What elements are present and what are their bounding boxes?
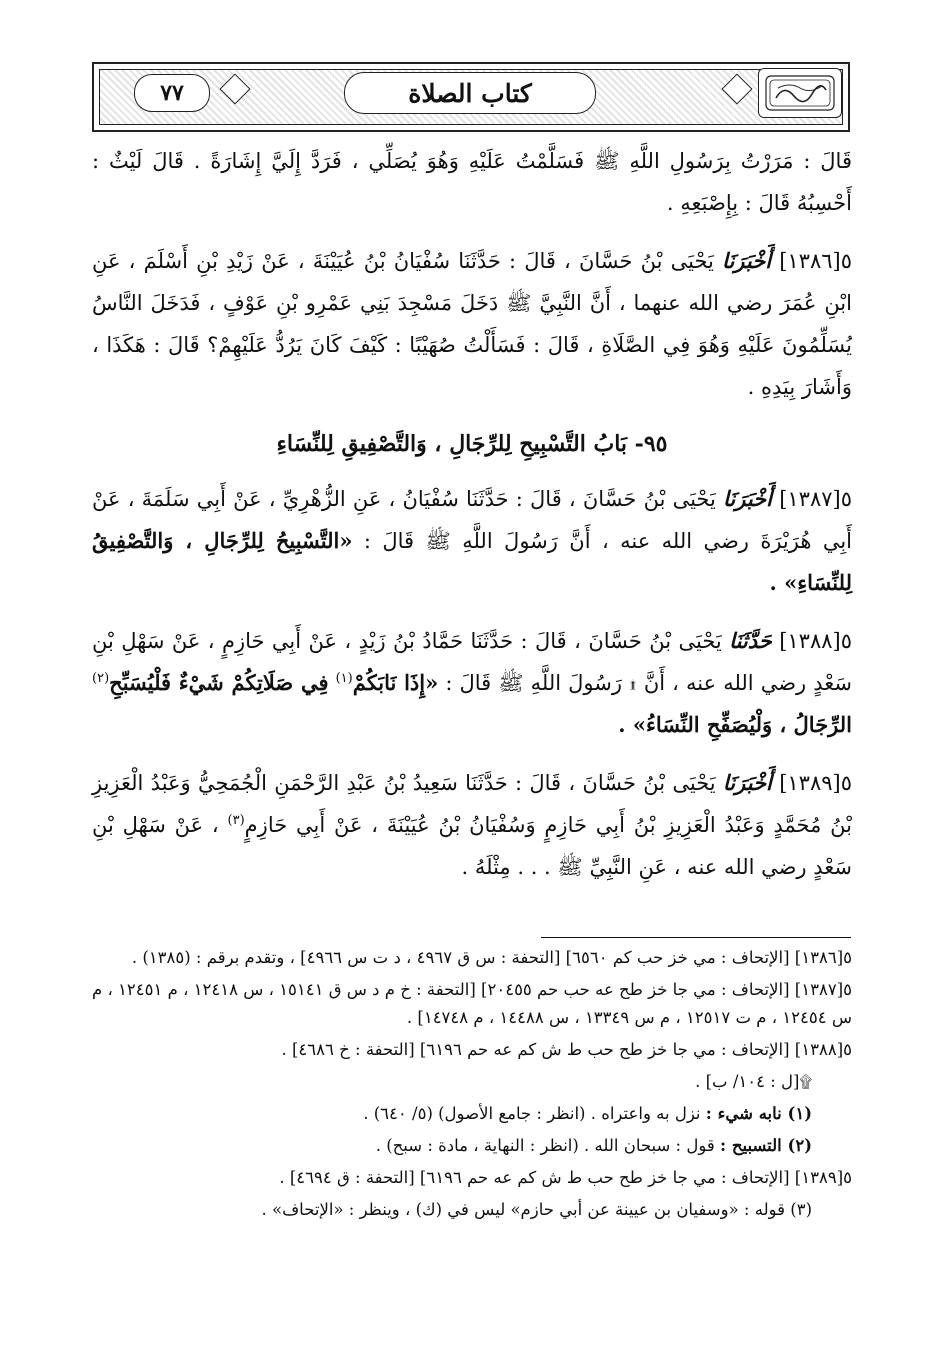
footnote-1389: ٥[١٣٨٩] [الإتحاف : مي جا خز طح حب ط ش كم عه حم ٦١٩٦] [التحفة : ق ٤٦٩٤] . xyxy=(279,1168,852,1187)
hadith-text: يَحْيَى بْنُ حَسَّانَ ، قَالَ : حَدَّثَنَا سُفْيَانُ ، عَنِ الزُّهْرِيِّ ، عَنْ أَبِي سَلَمَةَ ، عَنْ أَبِي هُرَيْرَةَ رضي الله عنه ، أَنَّ رَسُولَ اللَّهِ ﷺ قَالَ : xyxy=(92,487,853,553)
footnotes xyxy=(92,944,852,1228)
footnote-1387: ٥[١٣٨٧] [الإتحاف : مي جا خز طح عه حب حم ٢٠٤٥٥] [التحفة : خ م د س ق ١٥١٤١ ، س ١٢٤١٨ ، م ١٢٤٥١ ، م س ١٢٤٥٤ ، م ت ١٢٥١٧ ، م س ١٣٣٤٩ ، س ١٤٤٨٨ ، م ١٤٧٤٨] . xyxy=(92,980,853,1027)
footnote-ref-2[interactable]: (٢) xyxy=(92,671,110,686)
footnote-folio: ۩[ل : ١٠٤/ ب] . xyxy=(695,1072,812,1091)
hadith-quote: «إِذَا نَابَكُمْ xyxy=(352,670,439,695)
publisher-seal xyxy=(758,68,842,118)
hadith-1388 xyxy=(92,620,852,746)
footnote-1 xyxy=(92,1100,852,1128)
footnote-text: قول : سبحان الله . (انظر : النهاية ، مادة : سبح) . xyxy=(375,1136,715,1155)
hadith-lead: أَخْبَرَنَا xyxy=(722,770,772,795)
hadith-1386 xyxy=(92,240,852,408)
page-header xyxy=(92,62,850,132)
footnote-label: (١) نابه شيء : xyxy=(705,1104,812,1123)
footnote-divider xyxy=(541,937,851,938)
footnote-1388: ٥[١٣٨٨] [الإتحاف : مي جا خز طح حب ط ش كم عه حم ٦١٩٦] [التحفة : خ ٤٦٨٦] . xyxy=(281,1040,852,1059)
hadith-number: ٥[١٣٨٧] xyxy=(779,487,852,511)
page-title: كتاب الصلاة xyxy=(344,72,596,114)
hadith-lead: أَخْبَرَنَا xyxy=(722,248,772,273)
main-text xyxy=(92,140,852,904)
page-number: ٧٧ xyxy=(134,74,210,112)
hadith-text: ، عَنْ سَهْلِ بْنِ سَعْدٍ رضي الله عنه ، عَنِ النَّبِيِّ ﷺ . . . مِثْلَهُ . xyxy=(92,813,852,879)
footnote-2 xyxy=(92,1132,852,1160)
footnote-label: (٢) التسبيح : xyxy=(720,1136,812,1155)
chapter-heading: ٩٥- بَابُ التَّسْبِيحِ لِلرِّجَالِ ، وَالتَّصْفِيقِ لِلنِّسَاءِ xyxy=(276,431,668,457)
hadith-quote: «التَّسْبِيحُ لِلرِّجَالِ ، وَالتَّصْفِيقُ لِلنِّسَاءِ» . xyxy=(92,528,852,595)
hadith-quote: فِي صَلَاتِكُمْ شَيْءٌ فَلْيُسَبِّحِ xyxy=(109,670,329,695)
seal-logo-icon xyxy=(764,74,836,112)
hadith-number: ٥[١٣٨٦] xyxy=(779,249,852,273)
hadith-quote: الرِّجَالُ ، وَلْيُصَفِّحِ النِّسَاءُ» . xyxy=(618,712,852,737)
hadith-number: ٥[١٣٨٨] xyxy=(779,629,852,653)
footnote-ref-3[interactable]: (٣) xyxy=(227,813,245,828)
paragraph-continuation: قَالَ : مَرَرْتُ بِرَسُولِ اللَّهِ ﷺ فَسَلَّمْتُ عَلَيْهِ وَهُوَ يُصَلِّي ، فَرَدَّ إِلَيَّ إِشَارَةً . قَالَ لَيْثٌ : أَحْسِبُهُ قَالَ : بِإِصْبَعِهِ . xyxy=(92,149,852,215)
footnote-text: نزل به واعتراه . (انظر : جامع الأصول) (٥/ ٦٤٠) . xyxy=(363,1104,701,1123)
hadith-lead: حَدَّثَنَا xyxy=(729,628,772,653)
footnote-ref-1[interactable]: (١) xyxy=(335,671,353,686)
hadith-lead: أَخْبَرَنَا xyxy=(723,486,772,511)
footnote-3: (٣) قوله : «وسفيان بن عيينة عن أبي حازم» ليس في (ك) ، وينظر : «الإتحاف» . xyxy=(261,1200,812,1219)
footnote-1386: ٥[١٣٨٦] [الإتحاف : مي خز حب كم ٦٥٦٠] [التحفة : س ق ٤٩٦٧ ، د ت س ٤٩٦٦] ، وتقدم برقم : (١٣٨٥) . xyxy=(131,948,852,967)
hadith-text: يَحْيَى بْنُ حَسَّانَ ، قَالَ : حَدَّثَنَا سُفْيَانُ بْنُ عُيَيْنَةَ ، عَنْ زَيْدِ بْنِ أَسْلَمَ ، عَنِ ابْنِ عُمَرَ رضي الله عنهما ، أَنَّ النَّبِيَّ ﷺ دَخَلَ مَسْجِدَ بَنِي عَمْرِو بْنِ عَوْفٍ ، فَدَخَلَ النَّاسُ يُسَلِّمُونَ عَلَيْهِ وَهُوَ فِي الصَّلَاةِ ، قَالَ : فَسَأَلْتُ صُهَيْبًا : كَيْفَ كَانَ يَرُدُّ عَلَيْهِمْ؟ قَالَ : هَكَذَا ، وَأَشَارَ بِيَدِهِ . xyxy=(92,249,852,399)
hadith-text: يَحْيَى بْنُ حَسَّانَ ، قَالَ : حَدَّثَنَا حَمَّادُ بْنُ زَيْدٍ ، عَنْ أَبِي حَازِمٍ ، عَنْ سَهْلِ بْنِ سَعْدٍ رضي الله عنه ، أَنَّ ۩ رَسُولَ اللَّهِ ﷺ قَالَ : xyxy=(92,629,852,695)
hadith-number: ٥[١٣٨٩] xyxy=(779,771,852,795)
hadith-1387 xyxy=(92,478,852,604)
hadith-text: يَحْيَى بْنُ حَسَّانَ ، قَالَ : حَدَّثَنَا سَعِيدُ بْنُ عَبْدِ الرَّحْمَنِ الْجُمَحِيُّ وَعَبْدُ الْعَزِيزِ بْنُ مُحَمَّدٍ وَعَبْدُ الْعَزِيزِ بْنُ أَبِي حَازِمٍ وَسُفْيَانُ بْنُ عُيَيْنَةَ ، عَنْ أَبِي حَازِمٍ xyxy=(92,771,852,837)
hadith-1389 xyxy=(92,762,852,888)
